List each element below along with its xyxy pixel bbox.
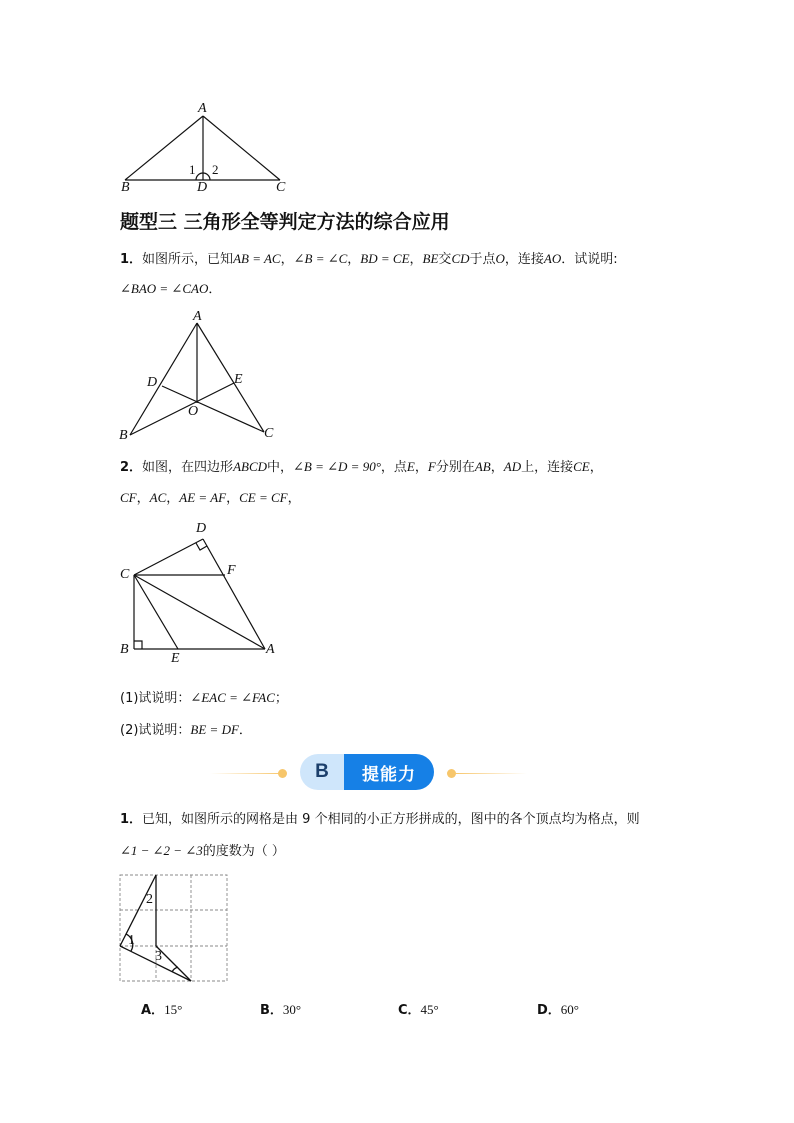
option-value: 15°: [164, 1002, 183, 1017]
q1-text: ．试说明:: [561, 252, 618, 267]
q2-math: CF: [120, 490, 137, 505]
q3-number: 1．: [120, 812, 143, 827]
seg-AC: [197, 323, 264, 432]
q2-sub1-math: ∠EAC = ∠FAC: [190, 690, 275, 705]
q1-text: ，: [280, 252, 294, 267]
label-angle-1: 1: [189, 162, 196, 177]
label-A: A: [198, 101, 207, 116]
label-angle-3: 3: [155, 949, 162, 964]
label-B: B: [121, 180, 130, 195]
option-a[interactable]: [141, 999, 182, 1018]
q2-sub2: [120, 719, 252, 738]
label-C: C: [120, 567, 130, 582]
section-banner: [300, 754, 434, 790]
q2-math: AD: [503, 459, 522, 474]
option-letter: B．: [260, 1003, 283, 1018]
label-F: F: [227, 563, 236, 578]
q3-text: 的度数为（ ）: [202, 844, 285, 859]
q1-statement: ∠BAO = ∠CAO: [120, 281, 209, 296]
label-C: C: [264, 426, 274, 441]
option-letter: C．: [398, 1003, 421, 1018]
seg-CD: [162, 386, 264, 432]
q1-line1: [120, 251, 618, 268]
banner-letter: B: [300, 754, 344, 790]
option-value: 60°: [560, 1002, 579, 1017]
label-A: A: [266, 642, 275, 657]
q2-math: AE = AF: [179, 490, 227, 505]
q1-text: 于点: [469, 252, 496, 267]
option-letter: D．: [537, 1003, 561, 1018]
q2-math: AC: [149, 490, 167, 505]
right-angle-D: [196, 543, 207, 550]
q2-text: 中，: [267, 460, 294, 475]
q3-math: ∠1 − ∠2 − ∠3: [120, 843, 203, 858]
q1-math: CD: [451, 251, 470, 266]
label-C: C: [276, 180, 286, 195]
seg-CE: [134, 575, 178, 649]
label-E: E: [234, 372, 243, 387]
q2-math: ABCD: [233, 459, 268, 474]
q2-text: ，: [136, 491, 150, 506]
q1-math: BE: [422, 251, 439, 266]
seg-AB: [130, 323, 197, 435]
q1-math: AB = AC: [233, 251, 281, 266]
q2-text: ，: [166, 491, 180, 506]
q2-number: 2．: [120, 460, 143, 475]
q1-text: ，: [347, 252, 361, 267]
seg-top-left: [120, 875, 156, 946]
label-O: O: [188, 404, 199, 419]
q3-line2: [120, 843, 285, 860]
angle-arc-D: [196, 173, 210, 180]
label-A: A: [193, 309, 202, 324]
label-D: D: [197, 180, 208, 195]
q2-text: ，点: [380, 460, 407, 475]
q2-text: 如图，在四边形: [142, 460, 234, 475]
label-angle-2: 2: [146, 892, 153, 907]
q2-math: F: [427, 459, 436, 474]
option-c[interactable]: [398, 999, 439, 1018]
label-E: E: [171, 651, 180, 666]
label-D: D: [196, 521, 207, 536]
seg-CD: [134, 539, 203, 575]
q2-sub1-end: ；: [274, 691, 288, 706]
q2-text: ，: [287, 491, 301, 506]
angle-arc-3: [172, 967, 178, 972]
seg-DA: [203, 539, 265, 649]
q2-text: ，: [414, 460, 428, 475]
option-value: 45°: [420, 1002, 439, 1017]
q2-sub1-prefix: (1)试说明：: [120, 691, 191, 706]
label-B: B: [119, 428, 128, 443]
option-value: 30°: [282, 1002, 302, 1017]
q1-number: 1．: [120, 252, 143, 267]
label-angle-2: 2: [212, 162, 219, 177]
q2-text: ，: [490, 460, 504, 475]
banner-line-left: [210, 773, 282, 774]
banner-line-right: [455, 773, 527, 774]
label-B: B: [120, 642, 129, 657]
seg-BE: [130, 383, 234, 435]
q2-math: ∠B = ∠D = 90°: [293, 459, 381, 474]
q2-sub2-end: ．: [238, 723, 252, 738]
q1-text: ，连接: [504, 252, 544, 267]
q2-math: AB: [474, 459, 491, 474]
q2-math: CE: [573, 459, 590, 474]
right-angle-B: [134, 641, 142, 649]
q2-math: CE = CF: [239, 490, 288, 505]
q2-line1: [120, 459, 603, 476]
q1-statement-end: ．: [208, 282, 222, 297]
q1-text: 如图所示，已知: [142, 252, 234, 267]
option-letter: A．: [141, 1003, 165, 1018]
q2-line2: [120, 490, 301, 507]
section-title: 题型三 三角形全等判定方法的综合应用: [120, 211, 450, 233]
q2-sub2-math: BE = DF: [190, 722, 239, 737]
label-angle-1: 1: [128, 933, 135, 948]
q2-sub1: [120, 687, 288, 706]
q2-text: 分别在: [435, 460, 475, 475]
label-D: D: [147, 375, 158, 390]
banner-dot-left: [278, 769, 287, 778]
option-d[interactable]: [537, 999, 579, 1018]
q1-math: BD = CE: [360, 251, 410, 266]
q2-sub2-prefix: (2)试说明：: [120, 723, 191, 738]
option-b[interactable]: [260, 999, 301, 1018]
banner-title: 提能力: [344, 754, 434, 790]
q1-math: AO: [543, 251, 562, 266]
seg-CA: [134, 575, 265, 649]
q2-math: E: [406, 459, 415, 474]
q1-text: ，: [409, 252, 423, 267]
q2-text: ，: [226, 491, 240, 506]
q3-text: 已知，如图所示的网格是由 9 个相同的小正方形拼成的，图中的各个顶点均为格点，则: [142, 812, 640, 827]
q3-line1: [120, 812, 640, 828]
q1-math: O: [495, 251, 505, 266]
q2-text: 上，连接: [521, 460, 574, 475]
q1-math: ∠B = ∠C: [293, 251, 348, 266]
q2-text: ，: [589, 460, 603, 475]
q1-line2: [120, 281, 221, 298]
q1-text: 交: [438, 252, 452, 267]
